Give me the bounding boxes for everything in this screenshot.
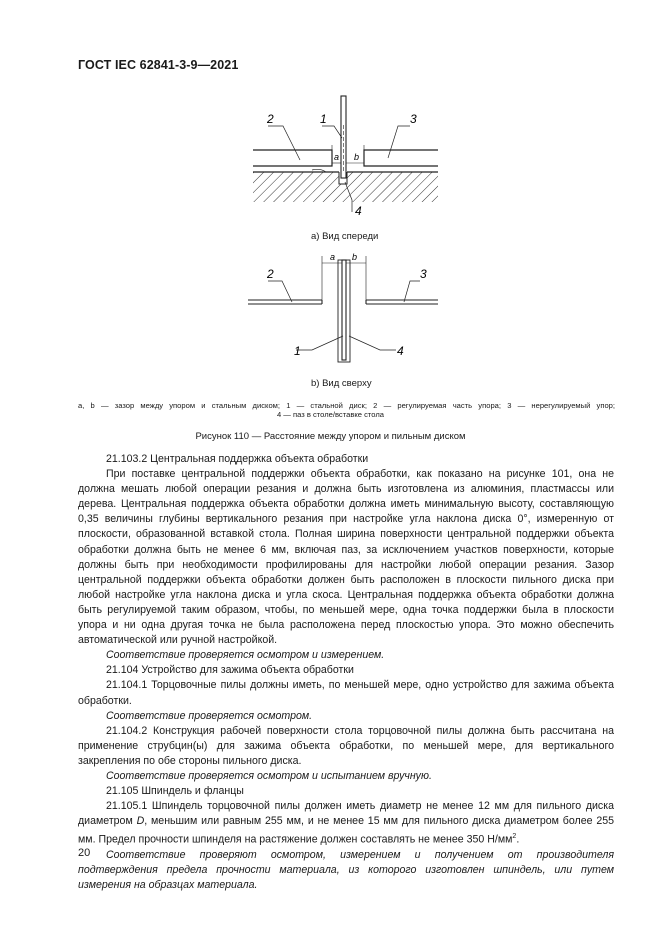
figure-110 — [0, 0, 661, 400]
section-21-104-1-text: 21.104.1 Торцовочные пилы должны иметь, по меньшей мере, одно устройство для зажима объекта обработки. — [78, 679, 614, 707]
figure-legend-line2: 4 — паз в столе/вставке стола — [276, 410, 385, 419]
section-21-103-2-heading: 21.103.2 Центральная поддержка объекта обработки — [106, 453, 369, 465]
top-label-1: 1 — [294, 344, 301, 358]
compliance-note-2: Соответствие проверяется осмотром. — [106, 709, 313, 722]
top-label-a: a — [330, 252, 336, 262]
top-label-4: 4 — [397, 344, 404, 358]
figure-legend-line1: a, b — зазор между упором и стальным диском; 1 — стальной диск; 2 — регулируемая часть упора; 3 — нерегулируемый упор; — [78, 401, 615, 410]
top-blade-1 — [342, 260, 346, 360]
document-header: ГОСТ IEC 62841-3-9—2021 — [78, 58, 239, 72]
compliance-note-4: Соответствие проверяют осмотром, измерением и получением от производителя подтверждения предела прочности материала, из которого изготовлен шпиндель, или путем измерения на образцах материала. — [78, 848, 614, 892]
section-21-104-2-text: 21.104.2 Конструкция рабочей поверхности стола торцовочной пилы должна быть рассчитана на применение струбцин(ы) для зажима объекта обработки, по меньшей мере, для вертикального закрепления по обе стороны пильного диска. — [78, 724, 614, 767]
compliance-note-1: Соответствие проверяется осмотром и измерением. — [106, 649, 385, 662]
top-view-caption: b) Вид сверху — [311, 378, 372, 389]
top-view-diagram — [248, 252, 438, 362]
top-label-b: b — [352, 252, 358, 262]
compliance-note-3: Соответствие проверяется осмотром и испытанием вручную. — [106, 769, 432, 782]
front-label-4: 4 — [355, 204, 362, 218]
front-label-a: a — [334, 152, 340, 162]
section-21-105-1-text: 21.105.1 Шпиндель торцовочной пилы должен иметь диаметр не менее 12 мм для пильного диска диаметром D, меньшим или равным 255 мм, и не менее 15 мм для пильного диска диаметром более 255 мм. Предел прочности шпинделя на растяжение должен составлять не менее 350 $Н/мм^2$. — [78, 800, 614, 846]
front-label-1: 1 — [320, 112, 327, 126]
page-number: 20 — [78, 847, 91, 859]
front-view-diagram — [253, 96, 438, 218]
front-label-b: b — [354, 152, 360, 162]
front-view-caption: a) Вид спереди — [311, 231, 379, 242]
top-label-3: 3 — [420, 267, 427, 281]
section-21-103-2-text: При поставке центральной поддержки объекта обработки, как показано на рисунке 101, она не должна мешать любой операции резания и должна быть изготовлена из алюминия, пластмассы или дерева. Центральная поддержка объекта обработки должна иметь минимальную высоту, составляющую 0,35 величины глубины вертикального резания при настройке угла наклона диска 0°, измеренную от плоскости, образованной вставкой стола. Полная ширина поверхности центральной поддержки объекта обработки должна быть не менее 6 мм, включая паз, за исключением участков поверхности, которые должны быть при необходимости профилированы для настройки любой операции резания. Зазор центральной поддержки объекта обработки должен быть расположен в плоскости пильного диска при любой настройке угла наклона диска и угла скоса. Центральная поддержка объекта обработки должна быть регулируемой таким образом, чтобы, по меньшей мере, одна точка поддержки была в плоскости упора и ни одна другая точка не была расположена перед плоскостью упора. Это можно обеспечить автоматической или ручной настройкой. — [78, 468, 614, 647]
front-label-2: 2 — [267, 112, 274, 126]
front-label-3: 3 — [410, 112, 417, 126]
fixed-fence-3 — [364, 150, 438, 166]
body-text — [78, 452, 614, 893]
adjustable-fence-2 — [253, 150, 332, 166]
section-21-105-heading: 21.105 Шпиндель и фланцы — [106, 785, 244, 798]
top-label-2: 2 — [267, 267, 274, 281]
figure-title: Рисунок 110 — Расстояние между упором и пильным диском — [195, 431, 466, 442]
section-21-104-heading: 21.104 Устройство для зажима объекта обработки — [106, 664, 354, 677]
